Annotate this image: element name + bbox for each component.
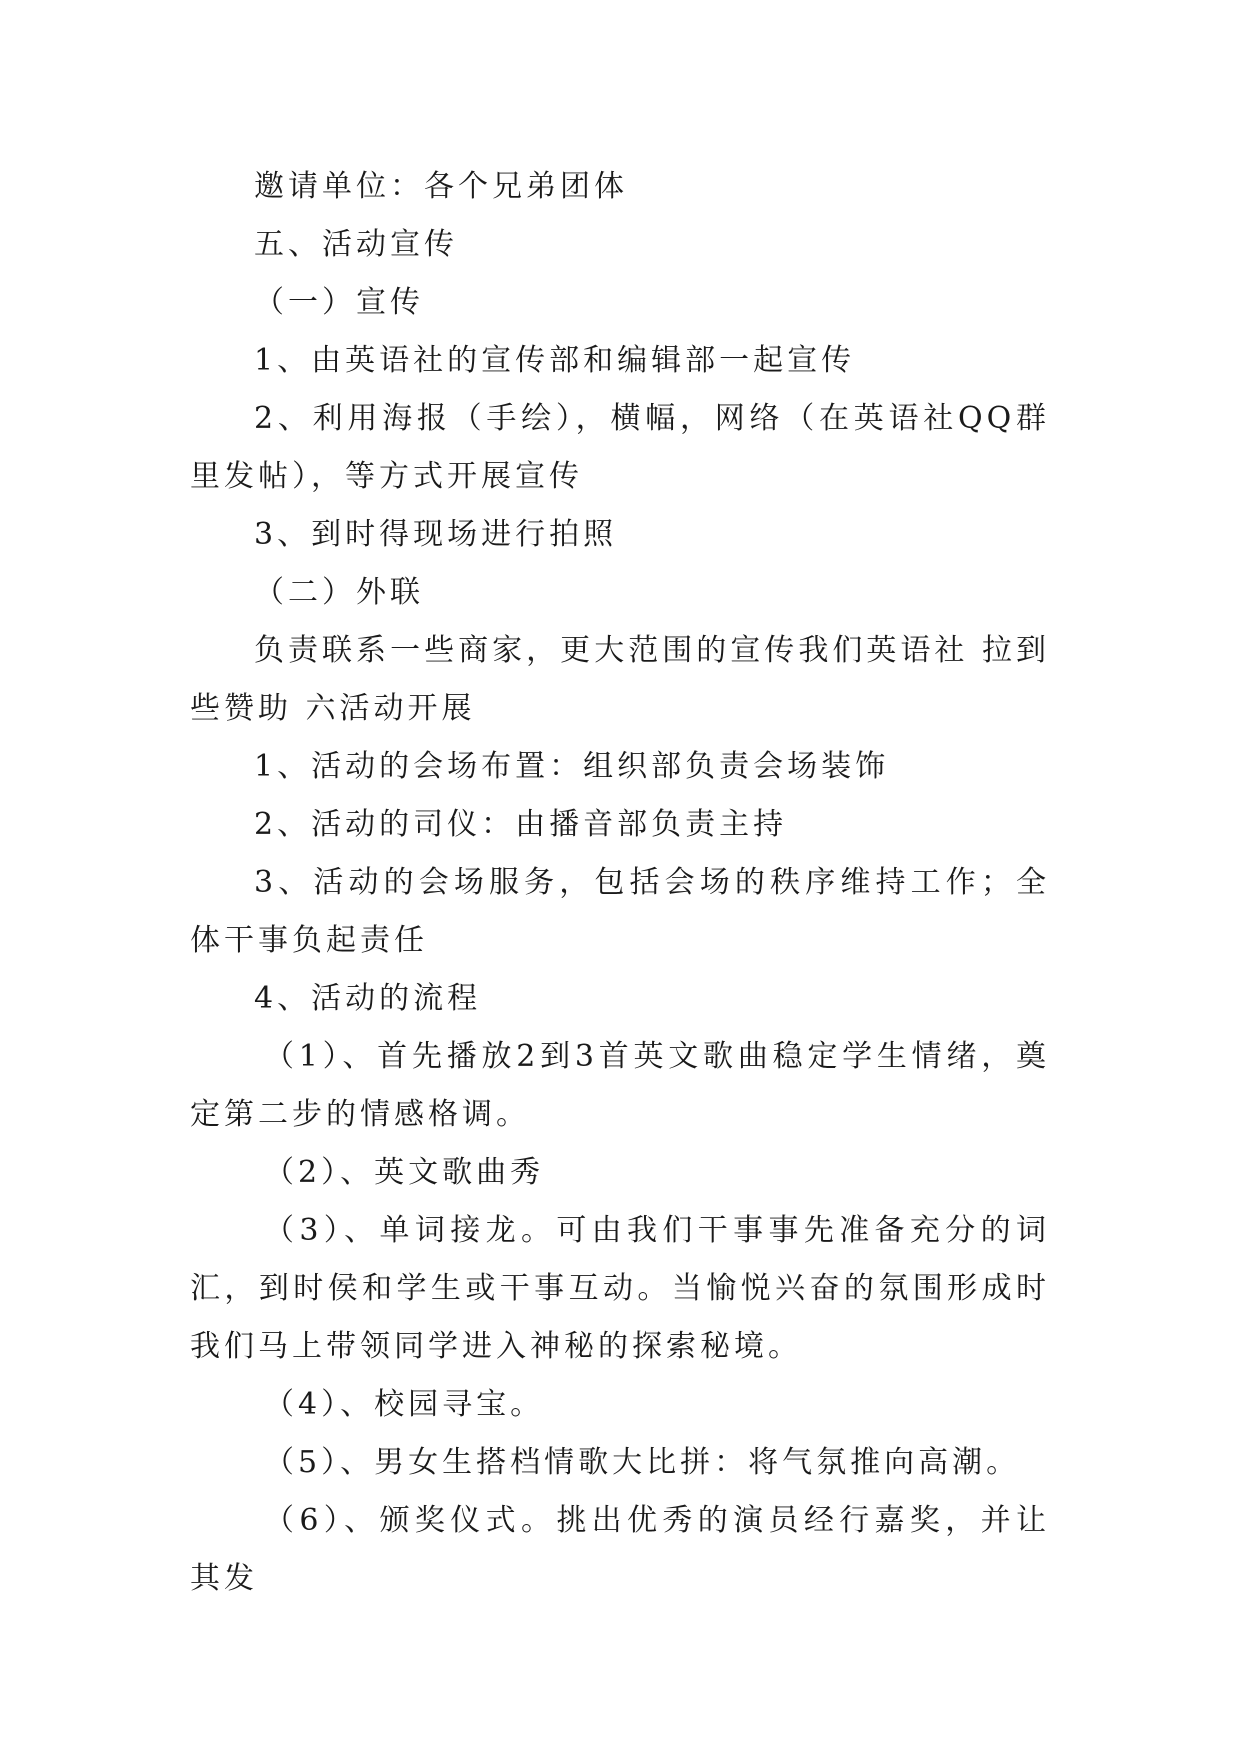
- procedure-step: （2）、英文歌曲秀: [264, 1155, 545, 1190]
- paragraph: 负责联系一些商家，更大范围的宣传我们英语社 拉到些赞助 六活动开展: [190, 633, 1050, 726]
- list-item: 1、由英语社的宣传部和编辑部一起宣传: [254, 343, 856, 378]
- procedure-step: （6）、颁奖仪式。挑出优秀的演员经行嘉奖，并让其发: [190, 1503, 1050, 1596]
- document-body: [190, 158, 1050, 1608]
- subsection-heading-promotion: （一）宣传: [254, 285, 424, 320]
- list-item: 4、活动的流程: [254, 981, 482, 1016]
- procedure-step: （5）、男女生搭档情歌大比拼：将气氛推向高潮。: [264, 1445, 1021, 1480]
- list-item: 1、活动的会场布置：组织部负责会场装饰: [254, 749, 890, 784]
- list-item: 3、到时得现场进行拍照: [254, 517, 618, 552]
- list-item: 2、利用海报（手绘），横幅，网络（在英语社QQ群里发帖），等方式开展宣传: [190, 401, 1050, 494]
- invited-units-line: 邀请单位：各个兄弟团体: [254, 169, 628, 204]
- section-heading-publicity: 五、活动宣传: [254, 227, 458, 262]
- subsection-heading-external: （二）外联: [254, 575, 424, 610]
- procedure-step: （4）、校园寻宝。: [264, 1387, 545, 1422]
- list-item: 2、活动的司仪：由播音部负责主持: [254, 807, 788, 842]
- list-item: 3、活动的会场服务，包括会场的秩序维持工作；全体干事负起责任: [190, 865, 1050, 958]
- procedure-step: （3）、单词接龙。可由我们干事事先准备充分的词汇，到时侯和学生或干事互动。当愉悦兴奋的氛围形成时我们马上带领同学进入神秘的探索秘境。: [190, 1213, 1050, 1364]
- procedure-step: （1）、首先播放2到3首英文歌曲稳定学生情绪，奠定第二步的情感格调。: [190, 1039, 1050, 1132]
